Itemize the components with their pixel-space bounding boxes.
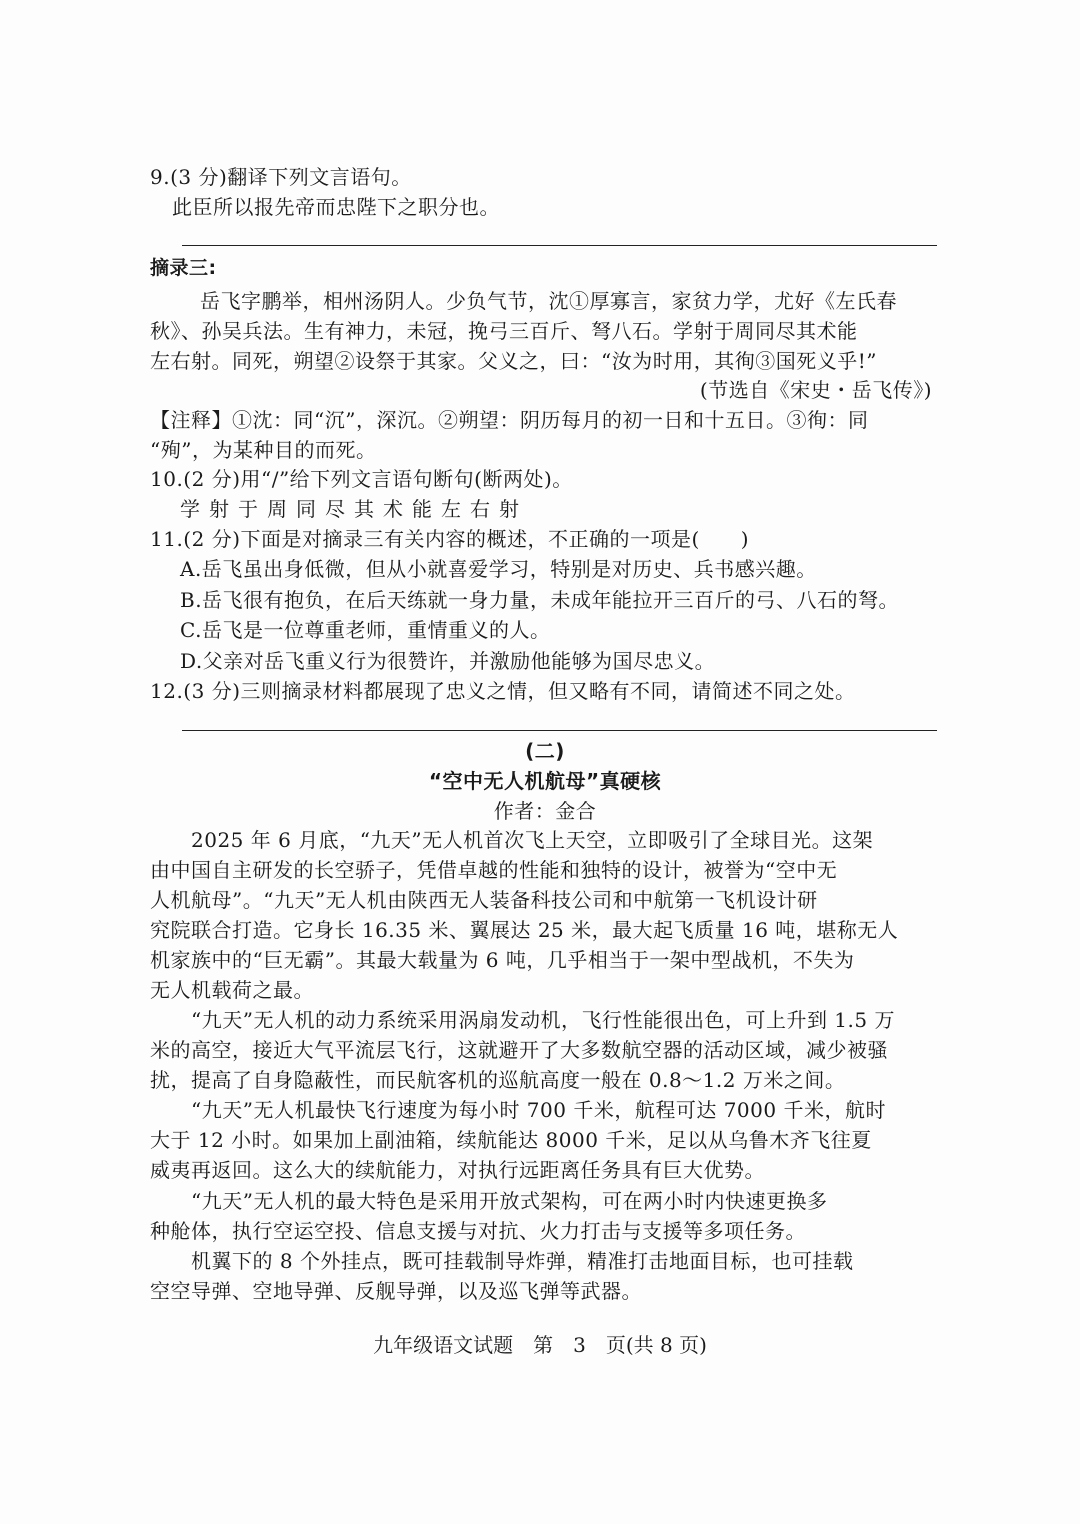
q10-sentence: 学射于周同尽其术能左右射 bbox=[180, 497, 528, 521]
page-footer: 九年级语文试题 第 3 页(共 8 页) bbox=[373, 1333, 707, 1357]
q11-option-c: C.岳飞是一位尊重老师，重情重义的人。 bbox=[180, 618, 551, 642]
article-line: 米的高空，接近大气平流层飞行，这就避开了大多数航空器的活动区域，减少被骚 bbox=[150, 1038, 888, 1062]
article-title: “空中无人机航母”真硬核 bbox=[428, 769, 662, 793]
excerpt3-line: 秋》、孙吴兵法。生有神力，未冠，挽弓三百斤、弩八石。学射于周同尽其术能 bbox=[150, 319, 858, 343]
excerpt3-line: 岳飞字鹏举，相州汤阴人。少负气节，沈①厚寡言，家贫力学，尤好《左氏春 bbox=[200, 289, 897, 313]
article-line: 机家族中的“巨无霸”。其最大载量为 6 吨，几乎相当于一架中型战机，不失为 bbox=[150, 948, 855, 972]
article-line: 人机航母”。“九天”无人机由陕西无人装备科技公司和中航第一飞机设计研 bbox=[150, 888, 818, 912]
article-line: 威夷再返回。这么大的续航能力，对执行远距离任务具有巨大优势。 bbox=[150, 1158, 765, 1182]
answer-line bbox=[182, 730, 937, 731]
article-line: 种舱体，执行空运空投、信息支援与对抗、火力打击与支援等多项任务。 bbox=[150, 1219, 806, 1243]
q11-option-b: B.岳飞很有抱负，在后天练就一身力量，未成年能拉开三百斤的弓、八石的弩。 bbox=[180, 588, 900, 612]
article-author: 作者：金合 bbox=[493, 799, 597, 823]
article-line: 无人机载荷之最。 bbox=[150, 978, 314, 1002]
excerpt3-source: (节选自《宋史・岳飞传》) bbox=[699, 378, 932, 402]
q11-option-a: A.岳飞虽出身低微，但从小就喜爱学习，特别是对历史、兵书感兴趣。 bbox=[180, 557, 817, 581]
article-line: “九天”无人机的动力系统采用涡扇发动机，飞行性能很出色，可上升到 1.5 万 bbox=[150, 1008, 895, 1032]
answer-line bbox=[182, 245, 937, 246]
q10-prompt: 10.(2 分)用“/”给下列文言语句断句(断两处)。 bbox=[150, 467, 573, 491]
article-line: 2025 年 6 月底，“九天”无人机首次飞上天空，立即吸引了全球目光。这架 bbox=[150, 828, 874, 852]
excerpt3-line: 左右射。同死，朔望②设祭于其家。父义之，曰：“汝为时用，其徇③国死义乎!” bbox=[150, 349, 877, 373]
q9-sentence: 此臣所以报先帝而忠陛下之职分也。 bbox=[172, 195, 500, 219]
q9-prompt: 9.(3 分)翻译下列文言语句。 bbox=[150, 165, 412, 189]
article-line: 空空导弹、空地导弹、反舰导弹，以及巡飞弹等武器。 bbox=[150, 1279, 642, 1303]
section-number: (二) bbox=[525, 739, 565, 763]
q11-option-d: D.父亲对岳飞重义行为很赞许，并激励他能够为国尽忠义。 bbox=[180, 649, 716, 673]
article-line: 机翼下的 8 个外挂点，既可挂载制导炸弹，精准打击地面目标，也可挂载 bbox=[150, 1249, 854, 1273]
q11-prompt: 11.(2 分)下面是对摘录三有关内容的概述，不正确的一项是( ) bbox=[150, 527, 750, 551]
article-line: “九天”无人机的最大特色是采用开放式架构，可在两小时内快速更换多 bbox=[150, 1189, 828, 1213]
article-line: “九天”无人机最快飞行速度为每小时 700 千米，航程可达 7000 千米，航时 bbox=[150, 1098, 886, 1122]
article-line: 大于 12 小时。如果加上副油箱，续航能达 8000 千米，足以从乌鲁木齐飞往夏 bbox=[150, 1128, 872, 1152]
article-line: 由中国自主研发的长空骄子，凭借卓越的性能和独特的设计，被誉为“空中无 bbox=[150, 858, 838, 882]
excerpt3-heading: 摘录三: bbox=[150, 257, 217, 279]
excerpt3-notes: 【注释】①沈：同“沉”，深沉。②朔望：阴历每月的初一日和十五日。③徇：同 bbox=[150, 408, 869, 432]
article-line: 究院联合打造。它身长 16.35 米、翼展达 25 米，最大起飞质量 16 吨，堪称无人 bbox=[150, 918, 899, 942]
excerpt3-notes-cont: “殉”，为某种目的而死。 bbox=[150, 438, 377, 462]
q12-prompt: 12.(3 分)三则摘录材料都展现了忠义之情，但又略有不同，请简述不同之处。 bbox=[150, 679, 856, 703]
article-line: 扰，提高了自身隐蔽性，而民航客机的巡航高度一般在 0.8～1.2 万米之间。 bbox=[150, 1068, 846, 1092]
